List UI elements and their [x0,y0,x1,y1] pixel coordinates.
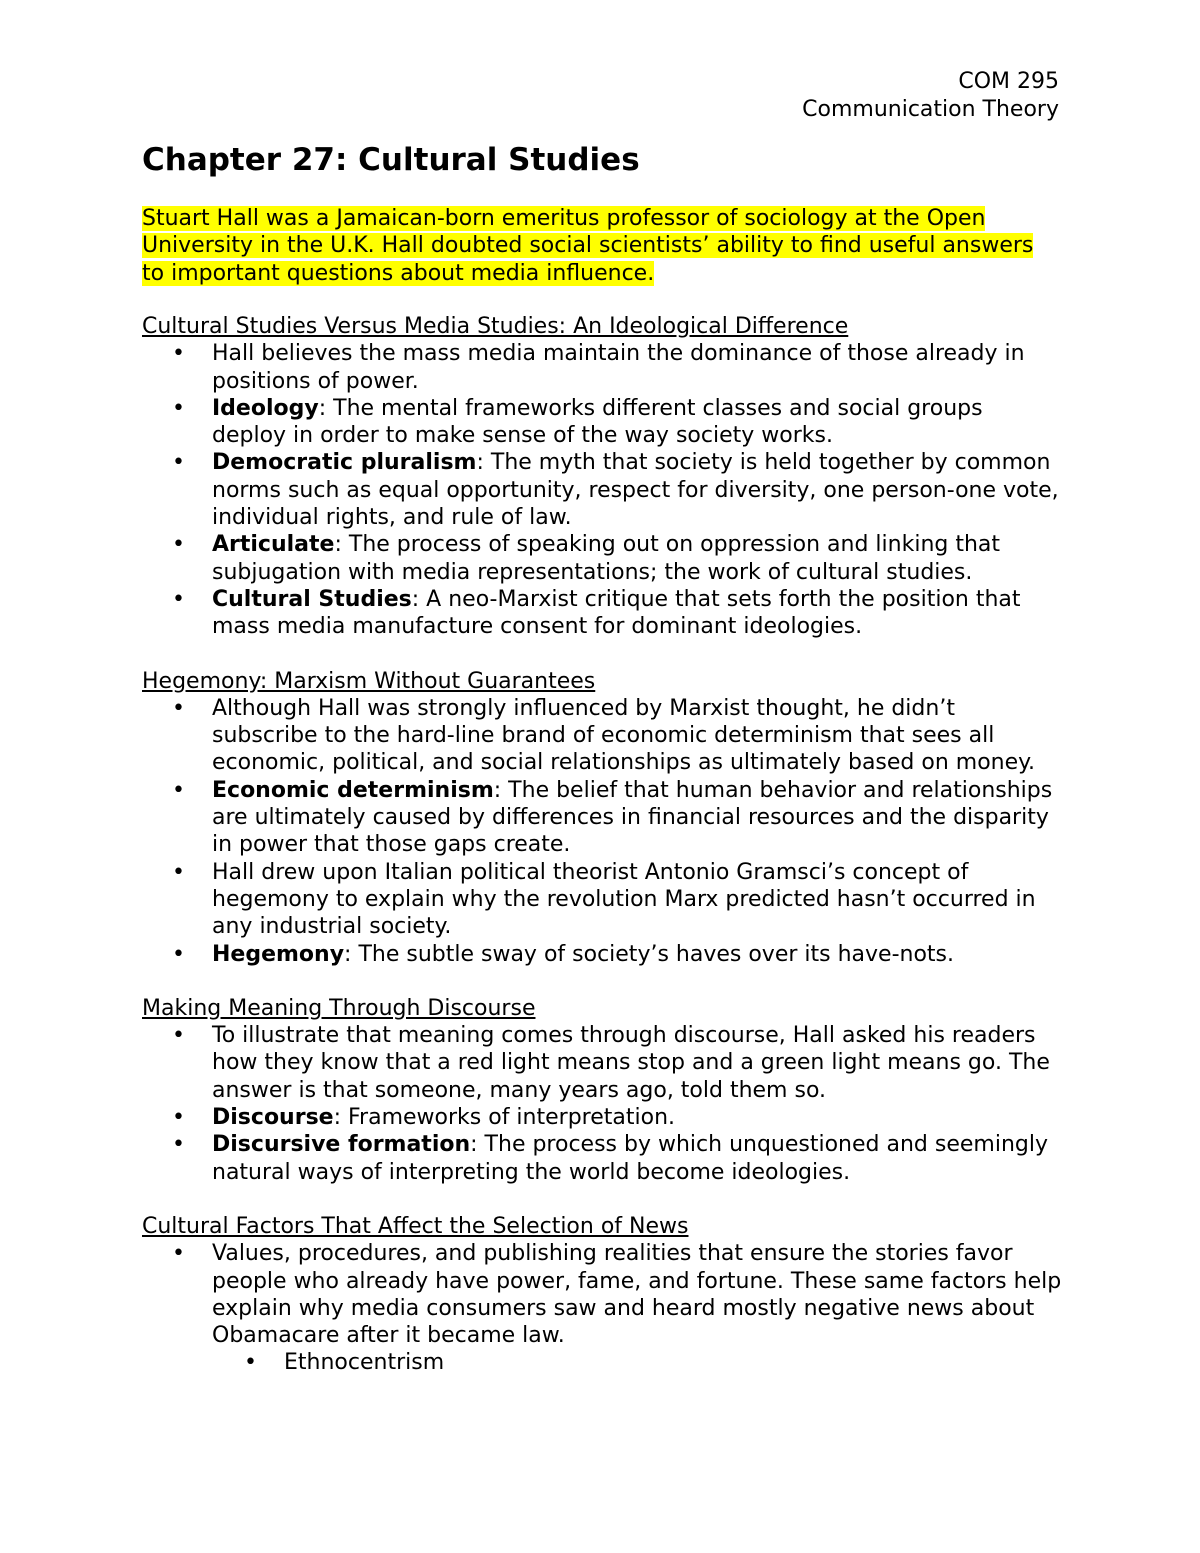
list-item [142,586,1062,641]
highlighted-intro-text: Stuart Hall was a Jamaican-born emeritus professor of sociology at the Open University in the U.K. Hall doubted social scientists’ ability to find useful answers to important questions about media influence. [142,206,1034,286]
bullet-list [142,695,1062,968]
list-item [142,1022,1062,1104]
bullet-icon: • [172,859,185,885]
course-title: Communication Theory [802,97,1059,122]
list-item [142,340,1062,395]
section [142,995,1062,1186]
term: Democratic pluralism [212,450,477,476]
list-item [142,1104,1062,1131]
item-text: Although Hall was strongly influenced by Marxist thought, he didn’t subscribe to the hard-line brand of economic determinism that sees all economic, political, and social relationships as ultimately based on money. [212,695,1036,776]
list-item [142,859,1062,941]
list-item [142,777,1062,859]
bullet-icon: • [172,450,185,476]
item-text: : The subtle sway of society’s haves over its have-nots. [344,941,954,967]
section-heading: Cultural Factors That Affect the Selection of News [142,1213,689,1239]
sub-bullet-list [142,1349,1062,1376]
section-heading: Cultural Studies Versus Media Studies: An Ideological Difference [142,314,849,339]
item-text: : A neo-Marxist critique that sets forth the position that mass media manufacture consent for dominant ideologies. [212,586,1021,640]
section-heading: Making Meaning Through Discourse [142,995,536,1021]
bullet-icon: • [172,341,185,367]
bullet-icon: • [172,1023,185,1049]
item-text: : The mental frameworks different classes and social groups deploy in order to make sense of the way society works. [212,395,983,449]
term: Cultural Studies [212,586,412,612]
course-code: COM 295 [958,69,1059,94]
term: Ideology [212,395,319,421]
item-text: Values, procedures, and publishing realities that ensure the stories favor people who already have power, fame, and fortune. These same factors help explain why media consumers saw and heard mostly negative news about Obamacare after it became law. [212,1241,1062,1349]
item-text: Hall drew upon Italian political theorist Antonio Gramsci’s concept of hegemony to explain why the revolution Marx predicted hasn’t occurred in any industrial society. [212,859,1036,940]
bullet-icon: • [172,1105,185,1131]
item-text: To illustrate that meaning comes through discourse, Hall asked his readers how they know that a red light means stop and a green light means go. The answer is that someone, many years ago, told them so. [212,1023,1050,1103]
section-heading: Hegemony: Marxism Without Guarantees [142,668,596,694]
intro-paragraph [142,205,1062,287]
section [142,313,1062,641]
bullet-icon: • [172,395,185,421]
list-item [142,531,1062,586]
section [142,1213,1062,1377]
sub-list-item [142,1349,1062,1376]
bullet-list [142,340,1062,640]
bullet-icon: • [172,586,185,612]
list-item [142,695,1062,777]
section [142,668,1062,968]
bullet-icon: • [172,532,185,558]
item-text: Hall believes the mass media maintain the dominance of those already in positions of power. [212,341,1025,394]
item-text: : The belief that human behavior and relationships are ultimately caused by differences in financial resources and the disparity in power that those gaps create. [212,777,1053,858]
term: Discourse [212,1105,334,1131]
item-text: : The process by which unquestioned and seemingly natural ways of interpreting the world become ideologies. [212,1132,1048,1185]
item-text: : The myth that society is held together by common norms such as equal opportunity, respect for diversity, one person-one vote, individual rights, and rule of law. [212,450,1059,531]
list-item [142,449,1062,531]
bullet-icon: • [172,695,185,721]
item-text: : Frameworks of interpretation. [333,1105,676,1131]
item-text: Ethnocentrism [284,1350,445,1376]
bullet-icon: • [172,1132,185,1158]
page-title: Chapter 27: Cultural Studies [142,142,640,178]
item-text: : The process of speaking out on oppression and linking that subjugation with media representations; the work of cultural studies. [212,532,1001,585]
list-item [142,395,1062,450]
bullet-icon: • [172,1241,185,1267]
term: Discursive formation [212,1132,471,1158]
term: Hegemony [212,941,345,967]
bullet-icon: • [172,777,185,803]
bullet-icon: • [244,1350,257,1376]
notes-content [142,313,1062,1404]
list-item [142,941,1062,968]
list-item [142,1240,1062,1349]
term: Articulate [212,532,335,558]
bullet-icon: • [172,941,185,967]
term: Economic determinism [212,777,494,803]
list-item [142,1131,1062,1186]
bullet-list [142,1240,1062,1349]
course-header [802,68,1059,124]
bullet-list [142,1022,1062,1186]
